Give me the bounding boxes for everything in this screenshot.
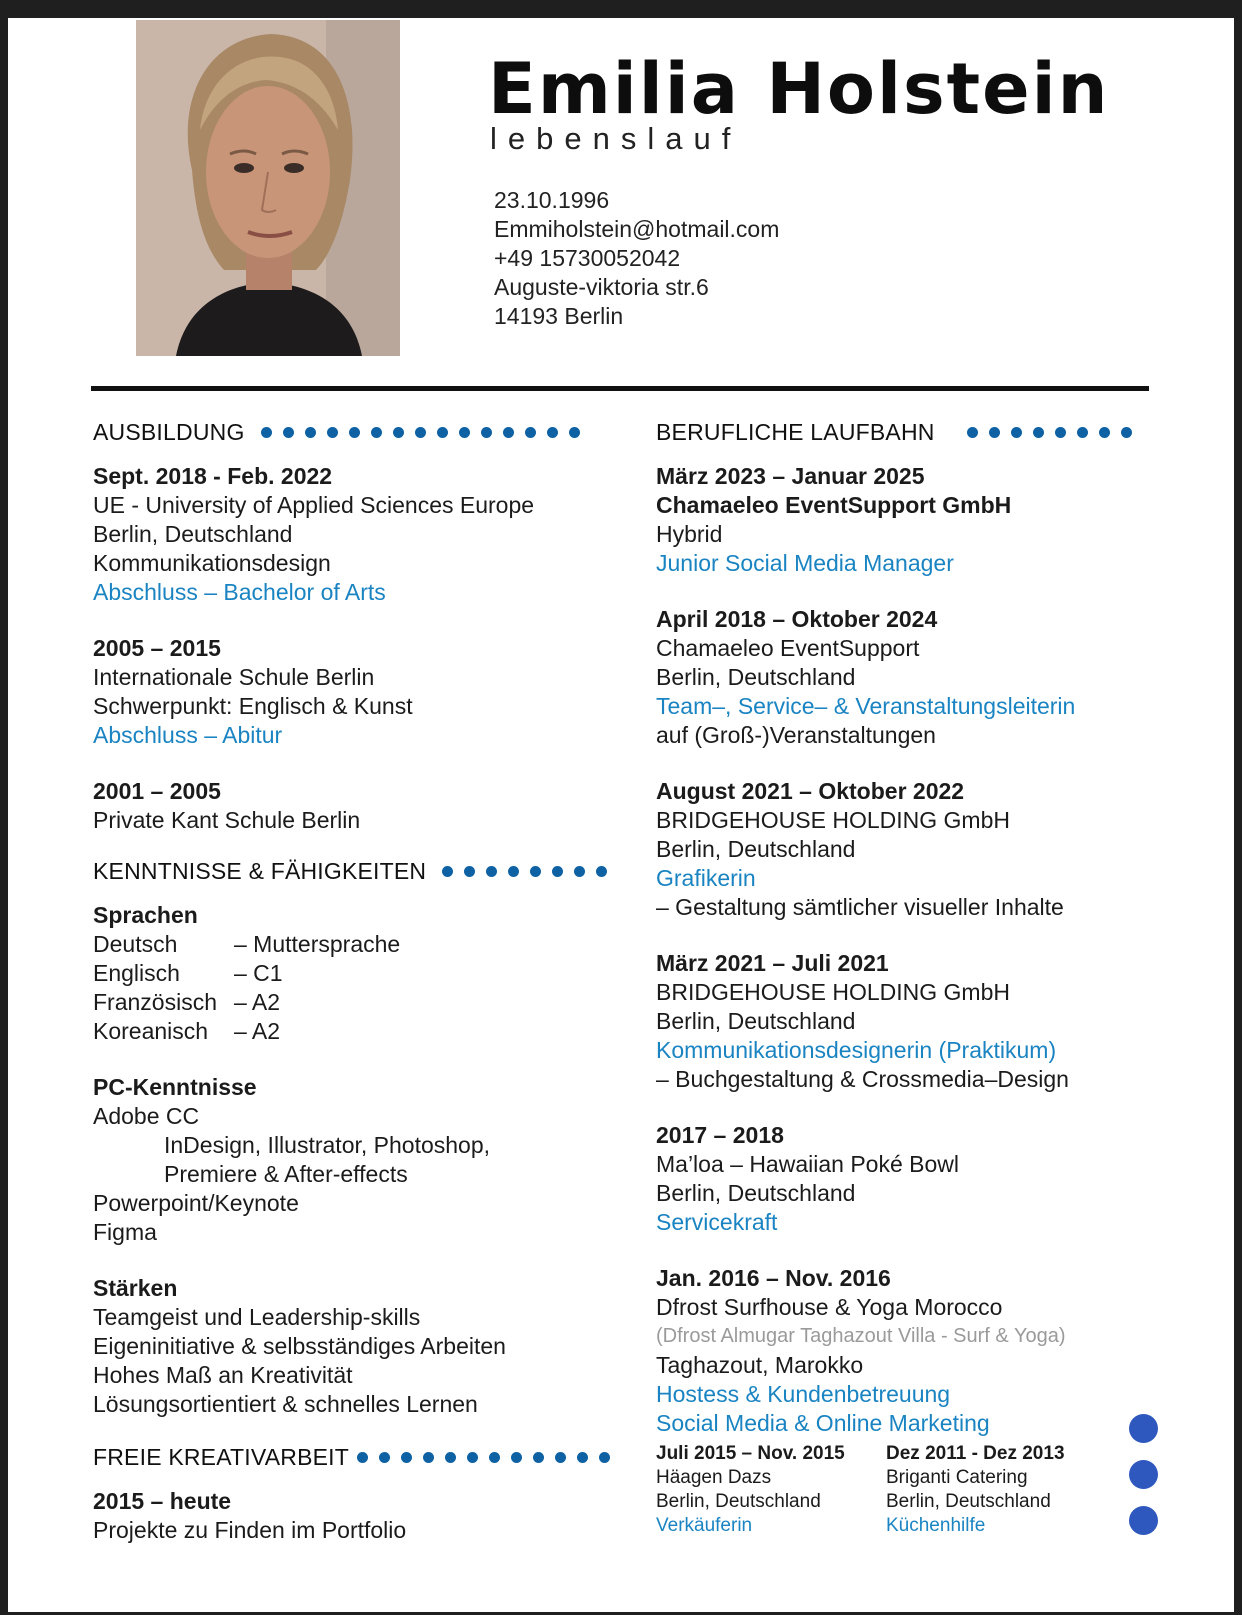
profile-photo [136,20,400,356]
page-dot[interactable] [1129,1506,1158,1535]
pc-skill-detail: Premiere & After-effects [164,1161,408,1187]
decorative-dot [530,866,541,877]
section-title: KENNTNISSE & FÄHIGKEITEN [93,857,427,884]
entry-role: Verkäuferin [656,1515,753,1536]
decorative-dot [552,866,563,877]
cv-page [8,18,1234,1612]
decorative-dot [379,1452,390,1463]
decorative-dot [547,427,558,438]
entry-company: Häagen Dazs [656,1467,772,1488]
entry-line: Berlin, Deutschland [656,1180,856,1206]
entry-line: Berlin, Deutschland [93,521,293,547]
entry-date: 2001 – 2005 [93,778,221,804]
decorative-dot [1055,427,1066,438]
entry-company: Chamaeleo EventSupport [656,635,920,661]
page-dot[interactable] [1129,1460,1158,1489]
entry-company: Dfrost Surfhouse & Yoga Morocco [656,1294,1003,1320]
decorative-dot [415,427,426,438]
entry-line: UE - University of Applied Sciences Europe [93,492,535,518]
strength-item: Teamgeist und Leadership-skills [93,1304,421,1330]
pc-skill-detail: InDesign, Illustrator, Photoshop, [164,1132,491,1158]
pc-skills-title: PC-Kenntnisse [93,1074,257,1100]
career-entry [656,777,1176,922]
pc-skills-block [93,1073,613,1247]
language-row [93,930,613,959]
career-entry-small [656,1442,886,1538]
decorative-dot [533,1452,544,1463]
decorative-dot [467,1452,478,1463]
languages-title: Sprachen [93,902,198,928]
decorative-dot [464,866,475,877]
entry-line: Berlin, Deutschland [656,1491,821,1512]
entry-role: Servicekraft [656,1209,778,1235]
entry-line: Internationale Schule Berlin [93,664,375,690]
section-heading-freelance [93,1441,613,1473]
language-level: – A2 [234,1018,281,1044]
entry-date: August 2021 – Oktober 2022 [656,778,965,804]
language-level: – A2 [234,989,281,1015]
entry-role: Küchenhilfe [886,1515,986,1536]
decorative-dot [445,1452,456,1463]
phone: +49 15730052042 [494,245,681,271]
entry-date: März 2021 – Juli 2021 [656,950,889,976]
entry-highlight: Abschluss – Bachelor of Arts [93,579,386,605]
entry-role: Junior Social Media Manager [656,550,954,576]
strengths-block [93,1274,613,1419]
language-name: Französisch [93,989,217,1015]
education-entry [93,462,613,607]
section-heading-skills [93,855,613,887]
decorative-dot [574,866,585,877]
page-indicator-dots [1129,1414,1158,1552]
entry-company: BRIDGEHOUSE HOLDING GmbH [656,807,1010,833]
heading-dots [967,427,1143,438]
entry-line: Hybrid [656,521,723,547]
pc-skill: Figma [93,1219,157,1245]
language-row [93,988,613,1017]
entry-date: 2017 – 2018 [656,1122,784,1148]
header-divider [91,386,1149,391]
email: Emmiholstein@hotmail.com [494,216,780,242]
section-heading-career [656,416,1176,448]
entry-role: Social Media & Online Marketing [656,1410,990,1436]
entry-line: auf (Groß-)Veranstaltungen [656,722,936,748]
career-entry [656,462,1176,578]
entry-role: Kommunikationsdesignerin (Praktikum) [656,1037,1057,1063]
entry-company: Ma’loa – Hawaiian Poké Bowl [656,1151,959,1177]
entry-date: Sept. 2018 - Feb. 2022 [93,463,333,489]
entry-date: 2005 – 2015 [93,635,221,661]
strength-item: Hohes Maß an Kreativität [93,1362,353,1388]
language-level: – Muttersprache [234,931,401,957]
language-row [93,959,613,988]
document-subtitle: lebenslauf [490,121,742,156]
entry-role: Grafikerin [656,865,756,891]
career-entry [656,605,1176,750]
decorative-dot [503,427,514,438]
entry-line: Berlin, Deutschland [656,664,856,690]
entry-date: April 2018 – Oktober 2024 [656,606,938,632]
entry-role: Hostess & Kundenbetreuung [656,1381,951,1407]
entry-line: Berlin, Deutschland [656,836,856,862]
freelance-entry [93,1487,613,1545]
decorative-dot [577,1452,588,1463]
decorative-dot [555,1452,566,1463]
entry-line: Schwerpunkt: Englisch & Kunst [93,693,413,719]
decorative-dot [393,427,404,438]
decorative-dot [1077,427,1088,438]
decorative-dot [261,427,272,438]
decorative-dot [596,866,607,877]
entry-line: – Buchgestaltung & Crossmedia–Design [656,1066,1069,1092]
heading-dots [442,866,618,877]
entry-date: Juli 2015 – Nov. 2015 [656,1443,845,1464]
education-entry [93,777,613,835]
decorative-dot [423,1452,434,1463]
entry-line: Taghazout, Marokko [656,1352,864,1378]
entry-line: – Gestaltung sämtlicher visueller Inhalte [656,894,1064,920]
right-column [656,416,1176,1438]
pc-skill: Powerpoint/Keynote [93,1190,299,1216]
strengths-title: Stärken [93,1275,178,1301]
entry-date: Dez 2011 - Dez 2013 [886,1443,1065,1464]
career-entry [656,1121,1176,1237]
heading-dots [357,1452,621,1463]
decorative-dot [442,866,453,877]
entry-line: Kommunikationsdesign [93,550,331,576]
decorative-dot [459,427,470,438]
entry-note: (Dfrost Almugar Taghazout Villa - Surf & Yoga) [656,1325,1066,1347]
street-address: Auguste-viktoria str.6 [494,274,709,300]
decorative-dot [1099,427,1110,438]
birth-date: 23.10.1996 [494,187,610,213]
entry-company: BRIDGEHOUSE HOLDING GmbH [656,979,1010,1005]
decorative-dot [486,866,497,877]
decorative-dot [349,427,360,438]
strength-item: Lösungsortientiert & schnelles Lernen [93,1391,478,1417]
heading-dots [261,427,591,438]
language-row [93,1017,613,1046]
decorative-dot [489,1452,500,1463]
decorative-dot [357,1452,368,1463]
entry-line: Projekte zu Finden im Portfolio [93,1517,407,1543]
decorative-dot [599,1452,610,1463]
section-heading-education [93,416,613,448]
decorative-dot [989,427,1000,438]
decorative-dot [371,427,382,438]
decorative-dot [437,427,448,438]
section-title: FREIE KREATIVARBEIT [93,1443,349,1470]
entry-company: Briganti Catering [886,1467,1028,1488]
entry-date: 2015 – heute [93,1488,232,1514]
page-dot[interactable] [1129,1414,1158,1443]
entry-line: Private Kant Schule Berlin [93,807,361,833]
language-name: Englisch [93,960,180,986]
city: 14193 Berlin [494,303,624,329]
entry-company: Chamaeleo EventSupport GmbH [656,492,1012,518]
decorative-dot [508,866,519,877]
language-name: Koreanisch [93,1018,209,1044]
pc-skill: Adobe CC [93,1103,200,1129]
entry-date: Jan. 2016 – Nov. 2016 [656,1265,891,1291]
languages-block [93,901,613,1046]
entry-role: Team–, Service– & Veranstaltungsleiterin [656,693,1076,719]
decorative-dot [481,427,492,438]
section-title: AUSBILDUNG [93,418,245,445]
decorative-dot [525,427,536,438]
contact-block [494,186,779,331]
small-career-entries [656,1442,1116,1538]
career-entry [656,949,1176,1094]
entry-line: Berlin, Deutschland [886,1491,1051,1512]
left-column [93,416,613,1545]
decorative-dot [283,427,294,438]
decorative-dot [327,427,338,438]
entry-highlight: Abschluss – Abitur [93,722,283,748]
decorative-dot [1033,427,1044,438]
decorative-dot [305,427,316,438]
education-entry [93,634,613,750]
language-level: – C1 [234,960,283,986]
decorative-dot [967,427,978,438]
decorative-dot [401,1452,412,1463]
section-title: BERUFLICHE LAUFBAHN [656,418,935,445]
language-name: Deutsch [93,931,178,957]
decorative-dot [569,427,580,438]
entry-line: Berlin, Deutschland [656,1008,856,1034]
career-entry-small [886,1442,1116,1538]
decorative-dot [1121,427,1132,438]
entry-date: März 2023 – Januar 2025 [656,463,925,489]
decorative-dot [1011,427,1022,438]
strength-item: Eigeninitiative & selbsständiges Arbeiten [93,1333,506,1359]
decorative-dot [511,1452,522,1463]
career-entry [656,1264,1176,1438]
applicant-name: Emilia Holstein [488,48,1110,130]
